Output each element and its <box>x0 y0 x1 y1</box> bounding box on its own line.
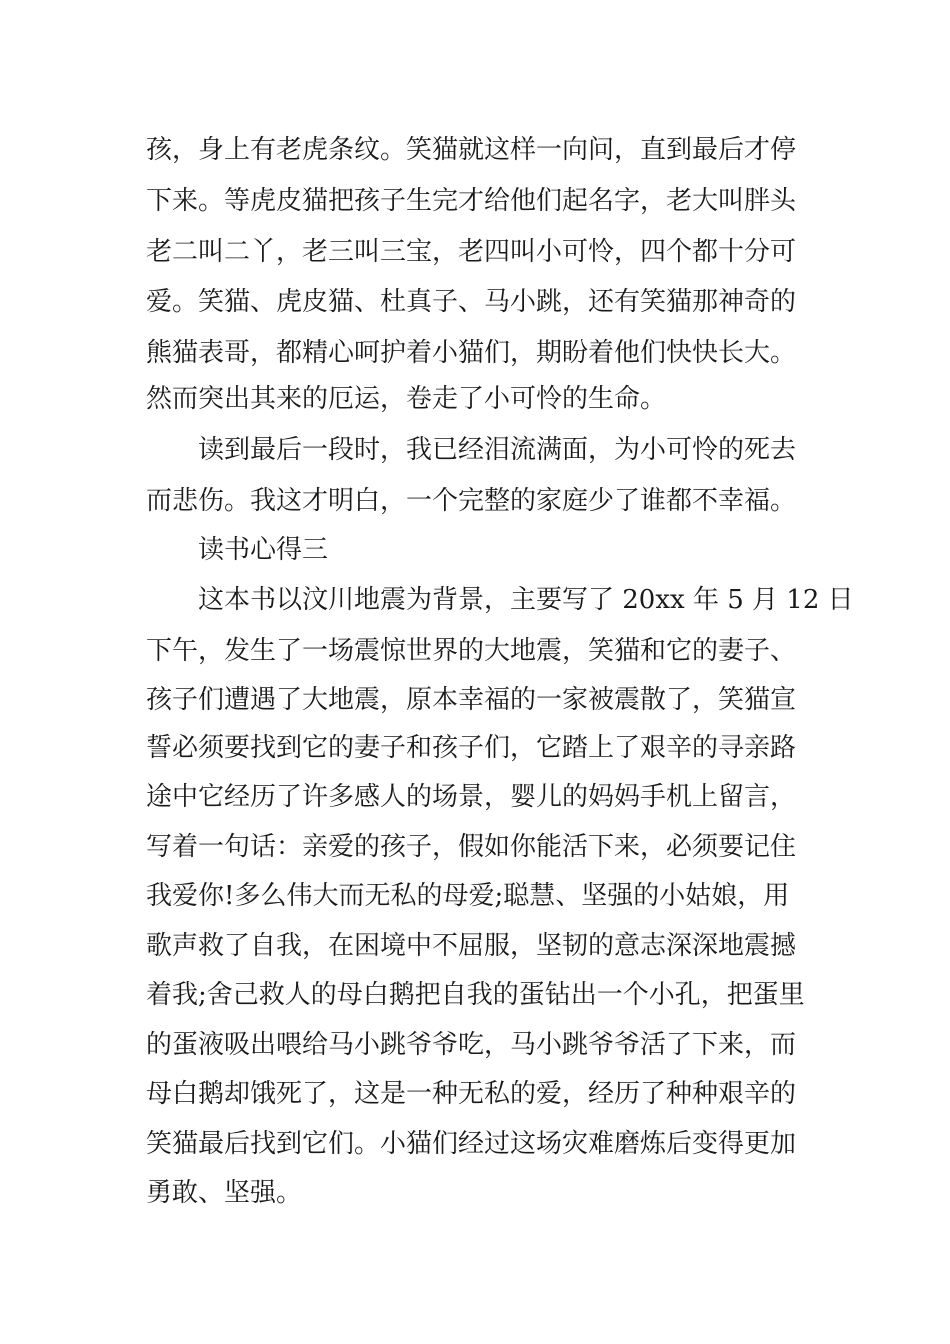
text-line: 而悲伤。我这才明白，一个完整的家庭少了谁都不幸福。 <box>146 486 797 516</box>
text-line: 然而突出其来的厄运，卷走了小可怜的生命。 <box>146 384 667 414</box>
text-line: 熊猫表哥，都精心呵护着小猫们，期盼着他们快快长大。 <box>146 338 797 368</box>
text-line: 我爱你!多么伟大而无私的母爱;聪慧、坚强的小姑娘，用 <box>146 881 790 911</box>
text-line: 孩子们遭遇了大地震，原本幸福的一家被震散了，笑猫宣 <box>146 685 797 715</box>
text-line: 老二叫二丫，老三叫三宝，老四叫小可怜，四个都十分可 <box>146 237 797 267</box>
paragraph-start-line: 读到最后一段时，我已经泪流满面，为小可怜的死去 <box>198 435 797 465</box>
text-line: 着我;舍己救人的母白鹅把自我的蛋钻出一个小孔，把蛋里 <box>146 980 805 1010</box>
text-line: 孩，身上有老虎条纹。笑猫就这样一向问，直到最后才停 <box>146 135 797 165</box>
text-line: 下来。等虎皮猫把孩子生完才给他们起名字，老大叫胖头 <box>146 186 797 216</box>
text-line: 的蛋液吸出喂给马小跳爷爷吃，马小跳爷爷活了下来，而 <box>146 1030 797 1060</box>
text-line: 母白鹅却饿死了，这是一种无私的爱，经历了种种艰辛的 <box>146 1079 797 1109</box>
text-line: 歌声救了自我，在困境中不屈服，坚韧的意志深深地震撼 <box>146 931 797 961</box>
text-line: 写着一句话：亲爱的孩子，假如你能活下来，必须要记住 <box>146 832 797 862</box>
paragraph-start-line: 这本书以汶川地震为背景，主要写了 20xx 年 5 月 12 日 <box>198 585 854 615</box>
text-line: 下午，发生了一场震惊世界的大地震，笑猫和它的妻子、 <box>146 636 797 666</box>
text-line: 爱。笑猫、虎皮猫、杜真子、马小跳，还有笑猫那神奇的 <box>146 287 797 317</box>
text-line: 誓必须要找到它的妻子和孩子们，它踏上了艰辛的寻亲路 <box>146 733 797 763</box>
section-heading: 读书心得三 <box>198 535 329 565</box>
text-line: 途中它经历了许多感人的场景，婴儿的妈妈手机上留言， <box>146 782 797 812</box>
text-line: 笑猫最后找到它们。小猫们经过这场灾难磨炼后变得更加 <box>146 1129 797 1159</box>
text-line: 勇敢、坚强。 <box>146 1178 303 1208</box>
